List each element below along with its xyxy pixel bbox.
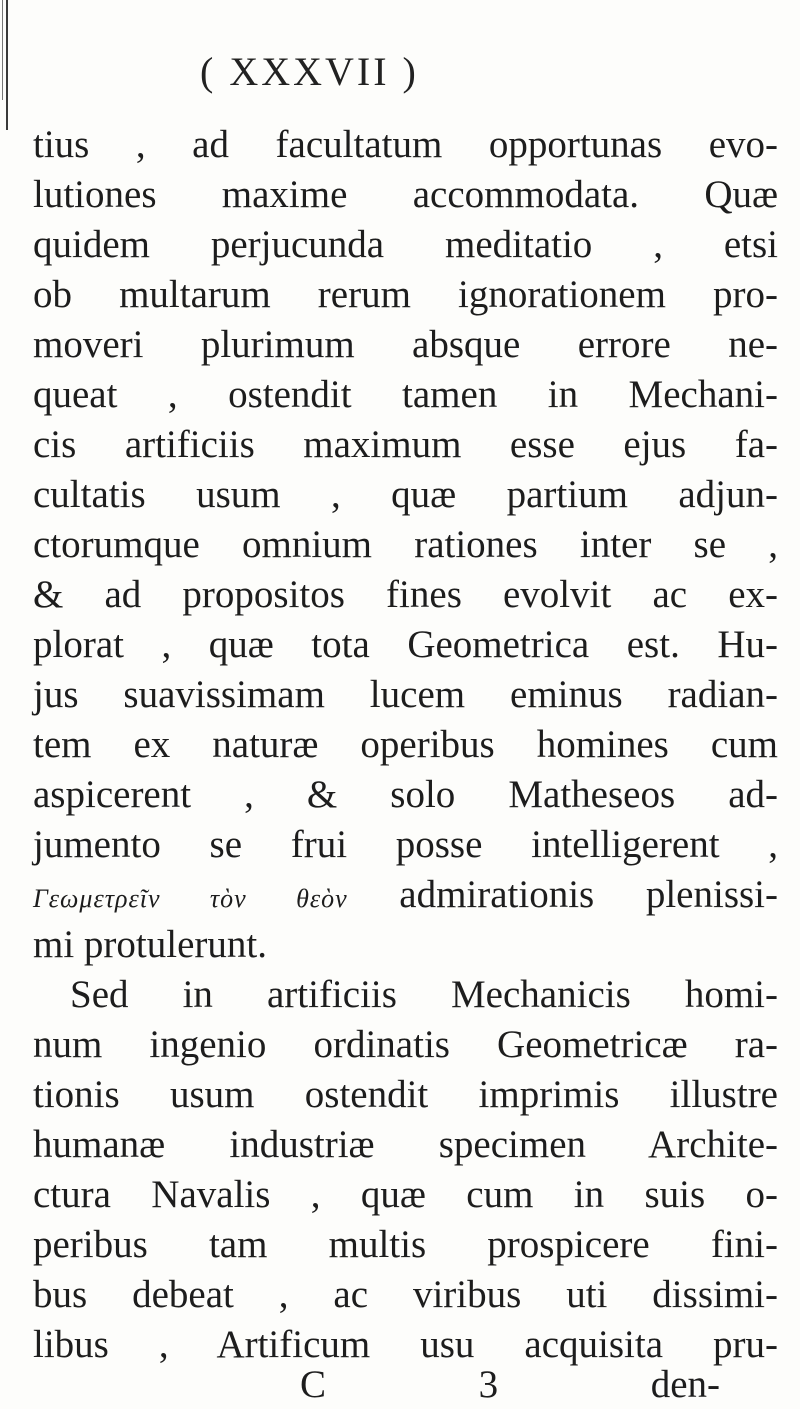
footer-line [300, 1360, 720, 1410]
text-line: & ad propositos fines evolvit ac ex- [33, 573, 778, 616]
text-line: tionis usum ostendit imprimis illustre [33, 1073, 778, 1116]
text-line: tem ex naturæ operibus homines cum [33, 723, 778, 766]
greek-line-latin: admirationis plenissi- [399, 873, 779, 916]
text-line: cultatis usum , quæ partium adjun- [33, 473, 778, 516]
text-line: jus suavissimam lucem eminus radian- [33, 673, 778, 716]
greek-text-line [33, 870, 778, 924]
text-line: cis artificiis maximum esse ejus fa- [33, 423, 778, 466]
text-line: peribus tam multis prospicere fini- [33, 1223, 778, 1266]
signature-mark: C 3 [300, 1363, 499, 1406]
text-line: ctura Navalis , quæ cum in suis o- [33, 1173, 778, 1216]
text-line: jumento se frui posse intelligerent , [33, 823, 778, 866]
text-line: ob multarum rerum ignorationem pro- [33, 273, 778, 316]
text-line: plorat , quæ tota Geometrica est. Hu- [33, 623, 778, 666]
text-line: mi protulerunt. [33, 923, 267, 966]
text-line: bus debeat , ac viribus uti dissimi- [33, 1273, 778, 1316]
catchword: den- [650, 1363, 721, 1406]
text-line: num ingenio ordinatis Geometricæ ra- [33, 1023, 778, 1066]
paragraph-start-line: Sed in artificiis Mechanicis homi- [70, 973, 778, 1016]
text-line: moveri plurimum absque errore ne- [33, 323, 778, 366]
text-line: humanæ industriæ specimen Archite- [33, 1123, 778, 1166]
text-line: lutiones maxime accommodata. Quæ [33, 173, 778, 216]
text-line: ctorumque omnium rationes inter se , [33, 523, 778, 566]
text-line: quidem perjucunda meditatio , etsi [33, 223, 778, 266]
text-line: queat , ostendit tamen in Mechani- [33, 373, 778, 416]
text-line: aspicerent , & solo Matheseos ad- [33, 773, 778, 816]
page-number-header: ( XXXVII ) [200, 49, 419, 94]
text-line: tius , ad facultatum opportunas evo- [33, 123, 778, 166]
greek-phrase: Γεωμετρεῖν τὸν θεὸν [33, 884, 348, 913]
text-line: libus , Artificum usu acquisita pru- [33, 1323, 778, 1366]
